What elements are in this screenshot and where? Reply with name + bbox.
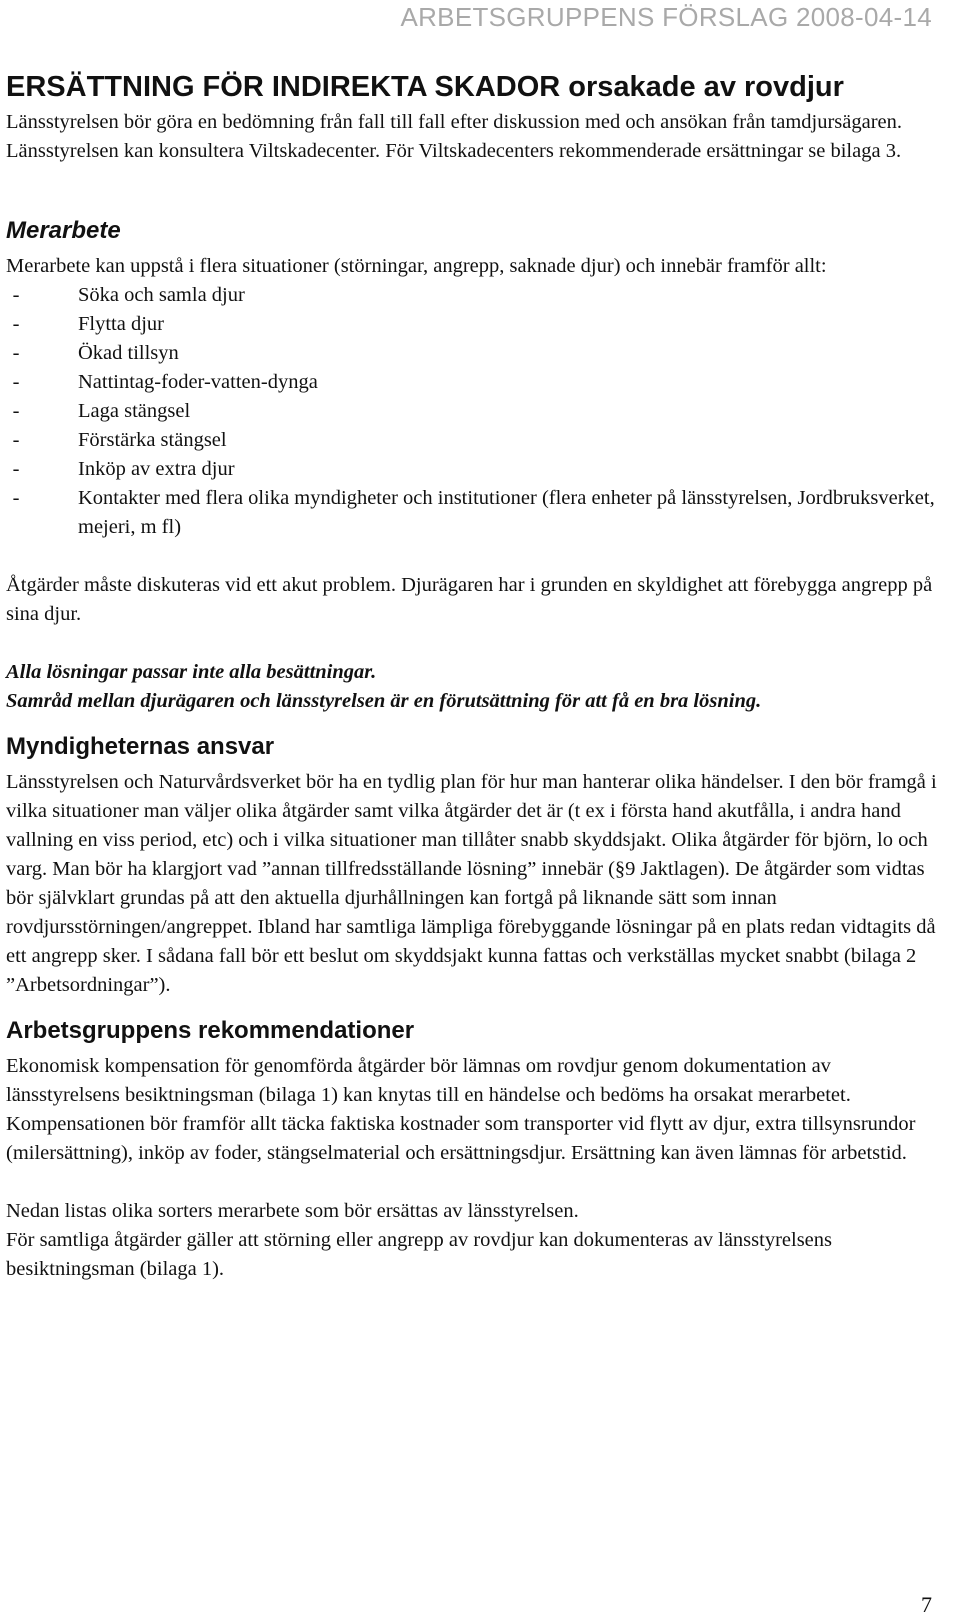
actions-paragraph: Åtgärder måste diskuteras vid ett akut problem. Djurägaren har i grunden en skyldighet att förebygga angrepp på sina djur. <box>6 574 933 625</box>
list-item: - Laga stängsel <box>6 397 946 426</box>
heading-myndigheternas-ansvar: Myndigheternas ansvar <box>6 733 275 760</box>
merarbete-list <box>6 281 946 542</box>
page-content <box>6 68 946 1284</box>
closing-line-1: Nedan listas olika sorters merarbete som bör ersättas av länsstyrelsen. <box>6 1200 579 1222</box>
list-item: - Söka och samla djur <box>6 281 946 310</box>
list-item: - Förstärka stängsel <box>6 426 946 455</box>
list-item: - Ökad tillsyn <box>6 339 946 368</box>
emphasis-line-2: Samråd mellan djurägaren och länsstyrelsen är en förutsättning för att få en bra lösning. <box>6 690 762 712</box>
list-item: - Nattintag-foder-vatten-dynga <box>6 368 946 397</box>
list-item: - Flytta djur <box>6 310 946 339</box>
rekommendationer-paragraph: Ekonomisk kompensation för genomförda åtgärder bör lämnas om rovdjur genom dokumentation av länsstyrelsens besiktningsman (bilaga 1) kan knytas till en händelse och bedöms ha orsakat merarbetet. Kompensationen bör framför allt täcka faktiska kostnader som transporter vid flytt av djur, extra tillsynsrundor (milersättning), inköp av foder, stängselmaterial och ersättningsdjur. Ersättning kan även lämnas för arbetstid. <box>6 1055 916 1164</box>
closing-line-2: För samtliga åtgärder gäller att störning eller angrepp av rovdjur kan dokumenteras av länsstyrelsens besiktningsman (bilaga 1). <box>6 1229 833 1280</box>
page-number: 7 <box>921 1592 932 1617</box>
heading-arbetsgruppens-rekommendationer: Arbetsgruppens rekommendationer <box>6 1017 415 1044</box>
heading-merarbete: Merarbete <box>6 217 121 244</box>
merarbete-intro: Merarbete kan uppstå i flera situationer (störningar, angrepp, saknade djur) och innebär framför allt: <box>6 255 827 277</box>
myndigheter-paragraph: Länsstyrelsen och Naturvårdsverket bör ha en tydlig plan för hur man hanterar olika händelser. I den bör framgå i vilka situationer man väljer olika åtgärder samt vilka åtgärder det är (t ex i första hand akutfålla, i andra hand vallning en viss period, etc) och i vilka situationer man tillåter snabb skyddsjakt. Olika åtgärder för björn, lo och varg. Man bör ha klargjort vad ”annan tillfredsställande lösning” innebär (§9 Jaktlagen). De åtgärder som vidtas bör självklart grundas på att den aktuella djurhållningen kan fortgå på liknande sätt som innan rovdjursstörningen/angreppet. Ibland har samtliga lämpliga förebyggande lösningar på en plats redan vidtagits då ett angrepp sker. I sådana fall bör ett beslut om skyddsjakt kunna fattas och verkställas mycket snabbt (bilaga 2 ”Arbetsordningar”). <box>6 771 937 996</box>
running-header: ARBETSGRUPPENS FÖRSLAG 2008-04-14 <box>400 2 932 32</box>
list-item: - Inköp av extra djur <box>6 455 946 484</box>
section-paragraph-indirekta-skador: Länsstyrelsen bör göra en bedömning från fall till fall efter diskussion med och ansökan från tamdjursägaren. Länsstyrelsen kan konsultera Viltskadecenter. För Viltskadecenters rekommenderade ersättningar se bilaga 3. <box>6 111 903 162</box>
emphasis-line-1: Alla lösningar passar inte alla besättningar. <box>6 661 377 683</box>
section-title-indirekta-skador: ERSÄTTNING FÖR INDIREKTA SKADOR orsakade av rovdjur <box>6 71 844 103</box>
list-item: - Kontakter med flera olika myndigheter och institutioner (flera enheter på länsstyrelsen, Jordbruksverket, mejeri, m fl) <box>6 484 946 542</box>
